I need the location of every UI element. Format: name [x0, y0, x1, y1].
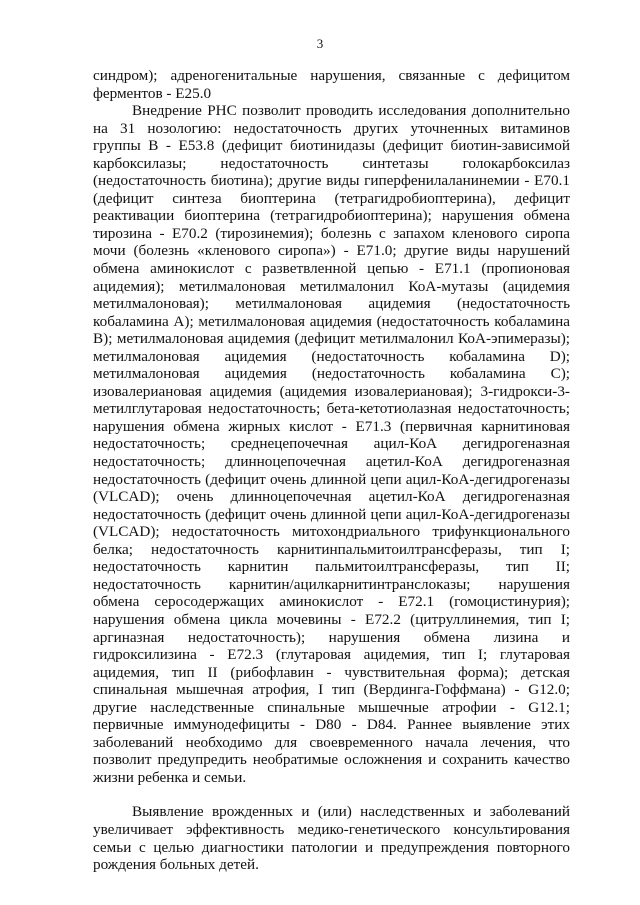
page-number: 3 [316, 36, 324, 51]
paragraph-3: Выявление врожденных и (или) наследственных и заболеваний увеличивает эффективность медико-генетического консультирования семьи с целью диагностики патологии и предупреждения повторного рождения больных детей. [93, 803, 570, 874]
paragraph-2: Внедрение РНС позволит проводить исследования дополнительно на 31 нозологию: недостаточность других уточненных витаминов группы B - E53.8 (дефицит биотинидазы (дефицит биотин-зависимой карбоксилазы; недостаточность синтетазы голокарбоксилаз (недостаточность биотина); другие виды гиперфенилаланинемии - E70.1 (дефицит синтеза биоптерина (тетрагидробиоптерина), дефицит реактивации биоптерина (тетрагидробиоптерина); нарушения обмена тирозина - E70.2 (тирозинемия); болезнь с запахом кленового сиропа мочи (болезнь «кленового сиропа») - E71.0; другие виды нарушений обмена аминокислот с разветвленной цепью - E71.1 (пропионовая ацидемия); метилмалоновая метилмалонил КоА-мутазы (ацидемия метилмалоновая); метилмалоновая ацидемия (недостаточность кобаламина A); метилмалоновая ацидемия (недостаточность кобаламина B); метилмалоновая ацидемия (дефицит метилмалонил КоА-эпимеразы); метилмалоновая ацидемия (недостаточность кобаламина D); метилмалоновая ацидемия (недостаточность кобаламина C); изовалериановая ацидемия (ацидемия изовалериановая); 3-гидрокси-3-метилглутаровая недостаточность; бета-кетотиолазная недостаточность; нарушения обмена жирных кислот - E71.3 (первичная карнитиновая недостаточность; среднецепочечная ацил-КоА дегидрогеназная недостаточность; длинноцепочечная ацетил-КоА дегидрогеназная недостаточность (дефицит очень длинной цепи ацил-КоА-дегидрогеназы (VLCAD); очень длинноцепочечная ацетил-КоА дегидрогеназная недостаточность (дефицит очень длинной цепи ацил-КоА-дегидрогеназы (VLCAD); недостаточность митохондриального трифункционального белка; недостаточность карнитинпальмитоилтрансферазы, тип I; недостаточность карнитин пальмитоилтрансферазы, тип II; недостаточность карнитин/ацилкарнитинтранслоказы; нарушения обмена серосодержащих аминокислот - E72.1 (гомоцистинурия); нарушения обмена цикла мочевины - E72.2 (цитруллинемия, тип I; аргиназная недостаточность); нарушения обмена лизина и гидроксилизина - E72.3 (глутаровая ацидемия, тип I; глутаровая ацидемия, тип II (рибофлавин - чувствительная форма); детская спинальная мышечная атрофия, I тип (Вердинга-Гоффмана) - G12.0; другие наследственные спинальные мышечные атрофии - G12.1; первичные иммунодефициты - D80 - D84. Раннее выявление этих заболеваний необходимо для своевременного начала лечения, что позволит предупредить необратимые осложнения и сохранить качество жизни ребенка и семьи. [93, 102, 570, 786]
paragraph-1: синдром); адреногенитальные нарушения, связанные с дефицитом ферментов - E25.0 [93, 67, 570, 102]
document-body [93, 67, 570, 874]
